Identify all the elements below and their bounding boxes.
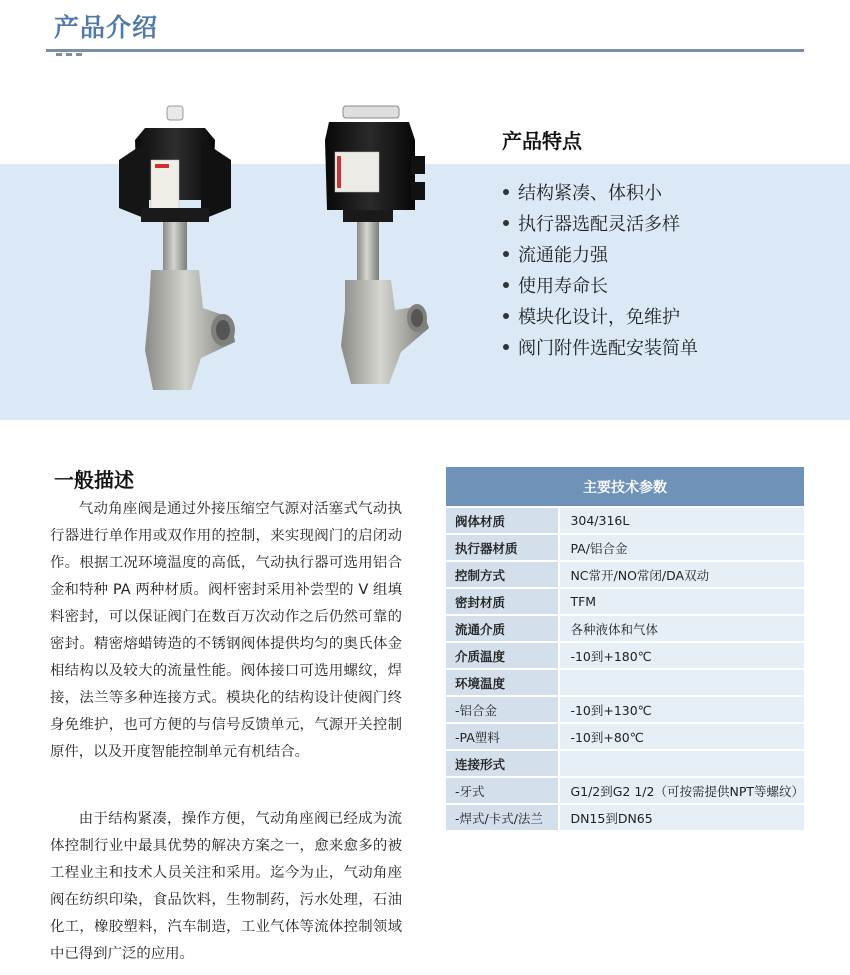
table-row [446, 533, 804, 560]
spec-label: 连接形式 [446, 749, 560, 776]
spec-label: 执行器材质 [446, 533, 560, 560]
bullet-icon [503, 189, 509, 195]
feature-item: 使用寿命长 [503, 271, 698, 302]
table-row [446, 587, 804, 614]
spec-table-title: 主要技术参数 [446, 467, 804, 506]
spec-value: -10到+80℃ [560, 722, 804, 749]
spec-label: -焊式/卡式/法兰 [446, 803, 560, 830]
bullet-icon [503, 220, 509, 226]
description-title: 一般描述 [54, 468, 134, 492]
feature-item: 流通能力强 [503, 240, 698, 271]
spec-label: 流通介质 [446, 614, 560, 641]
spec-value: NC常开/NO常闭/DA双动 [560, 560, 804, 587]
spec-value: PA/铝合金 [560, 533, 804, 560]
feature-item: 执行器选配灵活多样 [503, 209, 698, 240]
spec-value: TFM [560, 587, 804, 614]
bullet-icon [503, 282, 509, 288]
bullet-icon [503, 251, 509, 257]
page-title: 产品介绍 [54, 13, 159, 42]
title-underline [46, 49, 804, 52]
table-row [446, 749, 804, 776]
table-row [446, 506, 804, 533]
features-list [503, 178, 698, 364]
spec-value: DN15到DN65 [560, 803, 804, 830]
table-row [446, 776, 804, 803]
spec-label: 阀体材质 [446, 506, 560, 533]
spec-label: 环境温度 [446, 668, 560, 695]
description-paragraph: 由于结构紧凑，操作方便，气动角座阀已经成为流体控制行业中最具优势的解决方案之一，愈来愈多的被工程业主和技术人员关注和采用。迄今为止，气动角座阀在纺织印染，食品饮料，生物制药，污水处理，石油化工，橡胶塑料，汽车制造，工业气体等流体控制领域中已得到广泛的应用。 [50, 811, 402, 962]
table-row [446, 695, 804, 722]
spec-label: -铝合金 [446, 695, 560, 722]
spec-table [446, 467, 804, 830]
table-row [446, 668, 804, 695]
feature-item: 阀门附件选配安装简单 [503, 333, 698, 364]
spec-value: -10到+130℃ [560, 695, 804, 722]
feature-item: 模块化设计，免维护 [503, 302, 698, 333]
bullet-icon [503, 344, 509, 350]
spec-label: 控制方式 [446, 560, 560, 587]
spec-value [560, 668, 804, 695]
bullet-icon [503, 313, 509, 319]
table-row [446, 560, 804, 587]
table-row [446, 722, 804, 749]
spec-label: -PA塑料 [446, 722, 560, 749]
spec-label: -牙式 [446, 776, 560, 803]
spec-value: -10到+180℃ [560, 641, 804, 668]
feature-item: 结构紧凑、体积小 [503, 178, 698, 209]
spec-value: 304/316L [560, 506, 804, 533]
spec-label: 密封材质 [446, 587, 560, 614]
spec-label: 介质温度 [446, 641, 560, 668]
table-row [446, 803, 804, 830]
table-row [446, 614, 804, 641]
angle-seat-valve-pa-image [305, 100, 440, 390]
spec-value: 各种液体和气体 [560, 614, 804, 641]
features-title: 产品特点 [502, 129, 582, 153]
table-row [446, 641, 804, 668]
spec-value [560, 749, 804, 776]
spec-value: G1/2到G2 1/2（可按需提供NPT等螺纹） [560, 776, 804, 803]
title-accent-dashes [56, 53, 86, 56]
description-paragraph: 气动角座阀是通过外接压缩空气源对活塞式气动执行器进行单作用或双作用的控制，来实现阀门的启闭动作。根据工况环境温度的高低，气动执行器可选用铝合金和特种 PA 两种材质。阀杆密封采用补尝型的 V 组填料密封，可以保证阀门在数百万次动作之后仍然可靠的密封。精密熔蜡铸造的不锈钢阀体提供均匀的奥氏体金相结构以及较大的流量性能。阀体接口可选用螺纹，焊接，法兰等多种连接方式。模块化的结构设计使阀门终身免维护，也可方便的与信号反馈单元，气源开关控制原件，以及开度智能控制单元有机结合。 [50, 501, 402, 760]
angle-seat-valve-aluminum-image [105, 100, 245, 400]
